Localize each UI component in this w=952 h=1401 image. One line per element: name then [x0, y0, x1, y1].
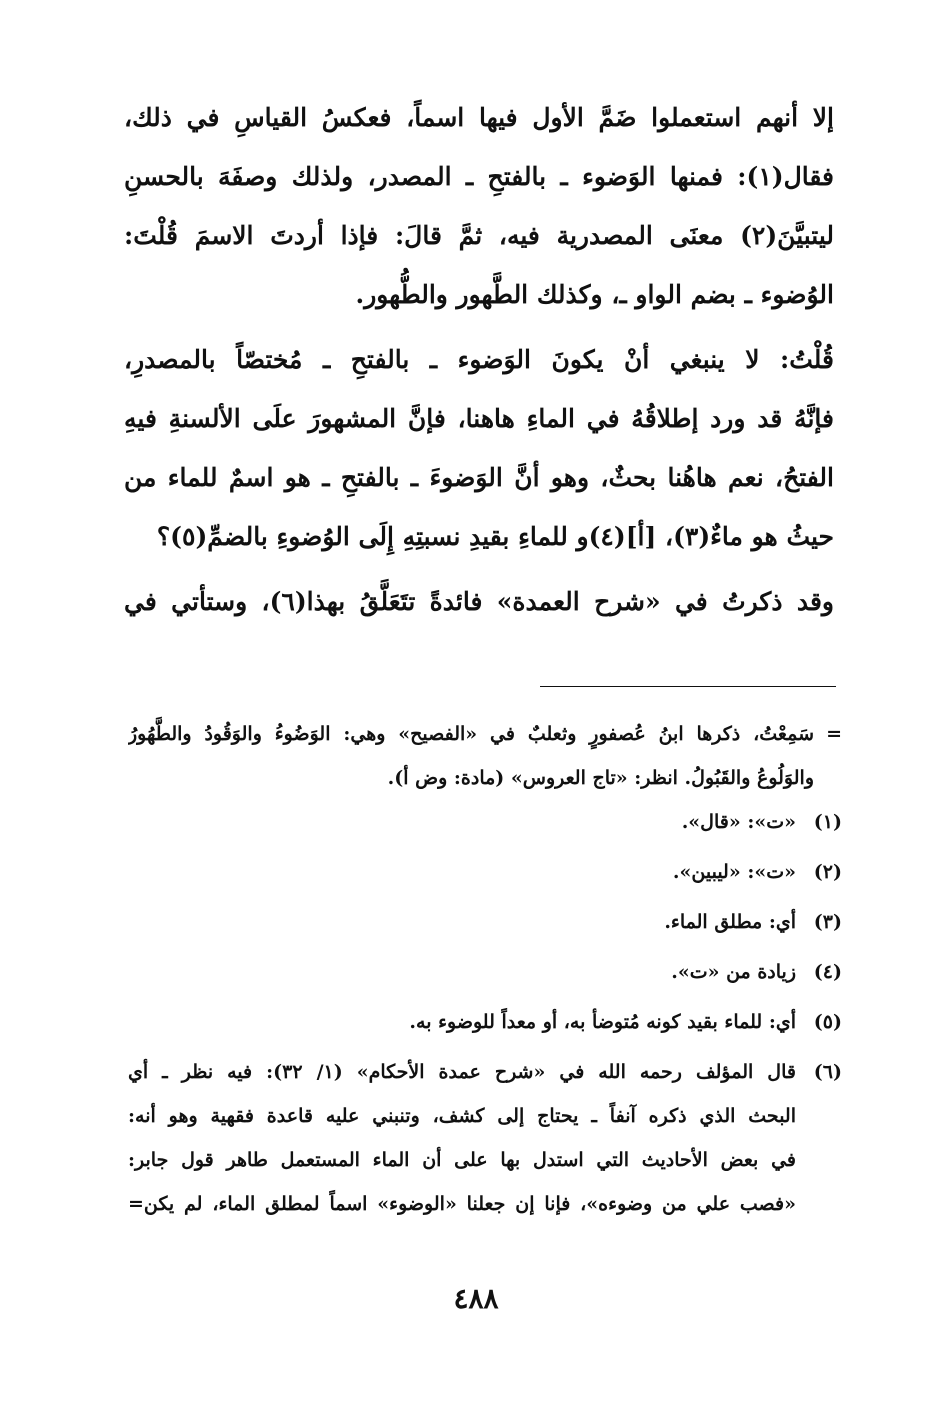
footnote-line: في بعض الأحاديث التي استدل بها على أن الماء المستعمل طاهر قول جابر:	[128, 1149, 796, 1171]
text-line: ليتبيَّنَ(٢) معنَى المصدرية فيه، ثمَّ قالَ: فإذا أردتَ الاسمَ قُلْتَ:	[124, 221, 834, 250]
footnote-5	[128, 1000, 842, 1044]
paragraph-2	[124, 330, 834, 566]
footnote-number: (٥)	[813, 1011, 842, 1033]
paragraph-3	[124, 572, 834, 631]
footnote-1	[128, 800, 842, 844]
text-line: وقد ذكرتُ في «شرح العمدة» فائدةً تتَعَلَّقُ بهذا(٦)، وستأتي في	[124, 587, 834, 616]
footnote-3	[128, 900, 842, 944]
footnote-continuation	[128, 712, 842, 800]
footnote-number: (١)	[813, 811, 842, 833]
paragraph-1	[124, 88, 834, 324]
text-line: الفتحُ، نعم هاهُنا بحثٌ، وهو أنَّ الوَضوءَ ـ بالفتحِ ـ هو اسمٌ للماء من	[124, 463, 834, 492]
footnote-number: (٢)	[813, 861, 842, 883]
footnote-line: والوَلُوعُ والقَبُولُ. انظر: «تاج العروس» (مادة: وض أ).	[387, 767, 814, 789]
footnote-2	[128, 850, 842, 894]
text-line: قُلْتُ: لا ينبغي أنْ يكونَ الوَضوء ـ بالفتحِ ـ مُختصّاً بالمصدرِ،	[124, 345, 834, 374]
footnote-line: أي: مطلق الماء.	[664, 911, 796, 933]
text-line: فإنَّهُ قد ورد إطلاقُهُ في الماءِ هاهنا، فإنَّ المشهورَ علَى الألسنةِ فيهِ	[124, 404, 834, 433]
text-line: الوُضوء ـ بضم الواو ـ، وكذلك الطَّهور والطُّهور.	[355, 280, 834, 309]
footnote-6	[128, 1050, 842, 1226]
text-line: إلا أنهم استعملوا ضَمَّ الأول فيها اسماً، فعكسُ القياسِ في ذلك،	[124, 103, 834, 132]
footnote-line: «ت»: «قال».	[681, 811, 796, 833]
main-text	[124, 88, 834, 631]
footnote-4	[128, 950, 842, 994]
footnote-line: أي: للماء بقيد كونه مُتوضأ به، أو معداً للوضوء به.	[409, 1011, 796, 1033]
footnote-line: «ت»: «ليبين».	[672, 861, 796, 883]
continuation-mark: =	[826, 723, 842, 745]
footnote-line: سَمِعْتُ، ذكرها ابنُ عُصفورٍ وثعلبٌ في «الفصيح» وهي: الوَضُوءُ والوَقُودُ والطَّهُورُ	[128, 723, 814, 745]
text-line: فقال(١): فمنها الوَضوء ـ بالفتحِ ـ المصدر، ولذلك وصفَهَ بالحسنِ	[124, 162, 834, 191]
footnote-line: قال المؤلف رحمه الله في «شرح عمدة الأحكام» (١/ ٣٢): فيه نظر ـ أي	[128, 1061, 796, 1083]
text-line: حيثُ هو ماءٌ(٣)، [أ](٤)و للماءِ بقيدِ نسبتِهِ إِلَى الوُضوءِ بالضمِّ(٥)؟	[156, 522, 834, 551]
footnote-number: (٦)	[813, 1061, 842, 1083]
footnote-number: (٤)	[813, 961, 842, 983]
footnote-number: (٣)	[813, 911, 842, 933]
page-number: ٤٨٨	[453, 1282, 499, 1315]
footnote-divider	[540, 686, 836, 687]
footnote-line: البحث الذي ذكره آنفاً ـ يحتاج إلى كشف، وتنبني عليه قاعدة فقهية وهو أنه:	[128, 1105, 796, 1127]
footnotes	[128, 712, 842, 1232]
footnote-line: زيادة من «ت».	[671, 961, 796, 983]
footnote-line: «فصب علي من وضوءه»، فإنا إن جعلنا «الوضوء» اسماً لمطلق الماء، لم يكن=	[128, 1193, 796, 1215]
